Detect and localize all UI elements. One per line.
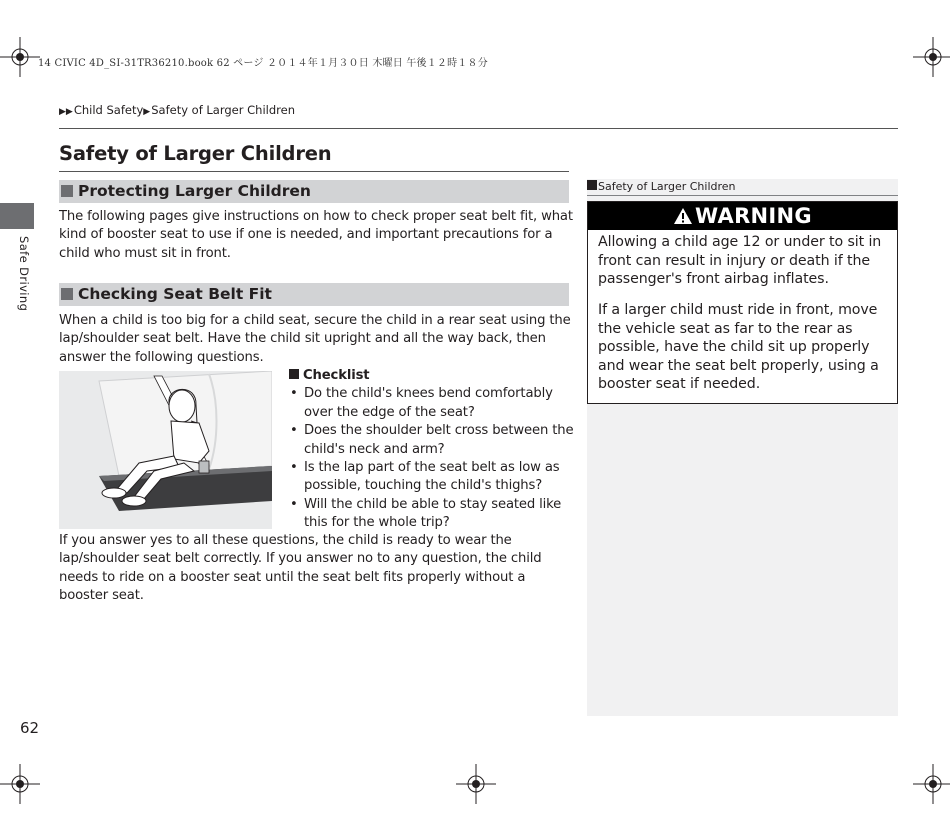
- breadcrumb-item-current: Safety of Larger Children: [151, 103, 295, 117]
- crosshair-registration-icon: [913, 764, 950, 804]
- list-item: • Do the child's knees bend comfortably over the edge of the seat?: [289, 385, 574, 422]
- chapter-tab-label: Safe Driving: [17, 236, 31, 312]
- square-bullet-icon: [61, 185, 73, 197]
- registration-mark-bottom-left: [0, 764, 40, 804]
- header-divider: [59, 128, 898, 129]
- square-bullet-icon: [289, 369, 299, 379]
- sidebar-note-title: Safety of Larger Children: [598, 180, 736, 193]
- registration-mark-top-right: [913, 37, 950, 77]
- title-divider: [59, 171, 569, 172]
- page-title: Safety of Larger Children: [59, 142, 332, 165]
- registration-mark-top-left: [0, 37, 40, 77]
- section-heading-protecting: [59, 180, 569, 203]
- crosshair-registration-icon: [456, 764, 496, 804]
- square-bullet-icon: [61, 288, 73, 300]
- list-item: • Does the shoulder belt cross between the child's neck and arm?: [289, 422, 574, 459]
- crosshair-registration-icon: [0, 764, 40, 804]
- warning-banner: [588, 202, 897, 230]
- warning-paragraph-1: Allowing a child age 12 or under to sit in front can result in injury or death if the passenger's front airbag inflates.: [598, 234, 882, 288]
- checklist-items: [289, 385, 574, 532]
- sidebar-note-heading: [587, 179, 898, 195]
- list-item: • Is the lap part of the seat belt as low as possible, touching the child's thighs?: [289, 459, 574, 496]
- child-seat-belt-illustration: [59, 371, 272, 529]
- chapter-tab-marker: [0, 203, 34, 229]
- seat-belt-fit-intro: When a child is too big for a child seat, secure the child in a rear seat using the lap/shoulder seat belt. Have the child sit upright and all the way back, then answer the following questions.: [59, 313, 571, 365]
- checklist-heading: [289, 367, 574, 385]
- page-number: 62: [20, 719, 40, 737]
- crosshair-registration-icon: [0, 37, 40, 77]
- triangle-right-icon: ▶▶: [59, 107, 73, 117]
- breadcrumb-item-child-safety[interactable]: Child Safety: [73, 103, 144, 117]
- section-heading-text: Checking Seat Belt Fit: [78, 285, 272, 303]
- sidebar-note-divider: [587, 195, 898, 196]
- note-reference-icon: [587, 180, 597, 190]
- warning-paragraph-2: If a larger child must ride in front, move the vehicle seat as far to the rear as possible, have the child sit up properly and wear the seat belt properly, using a booster seat if needed.: [598, 302, 879, 393]
- checklist-conclusion: If you answer yes to all these questions, the child is ready to wear the lap/shoulder seat belt correctly. If you answer no to any question, the child needs to ride on a booster seat until the seat belt fits properly without a booster seat.: [59, 533, 542, 604]
- warning-label: WARNING: [695, 204, 812, 228]
- checklist: [289, 367, 574, 533]
- warning-triangle-icon: [673, 207, 693, 225]
- section-heading-text: Protecting Larger Children: [78, 182, 311, 200]
- registration-mark-bottom-center: [456, 764, 496, 804]
- checklist-title: Checklist: [303, 368, 370, 383]
- protecting-paragraph: The following pages give instructions on how to check proper seat belt fit, what kind of booster seat to use if one is needed, and important precautions for a child who must sit in front.: [59, 209, 573, 261]
- print-header: 14 CIVIC 4D_SI-31TR36210.book 62 ページ ２０１４年１月３０日 木曜日 午後１２時１８分: [38, 58, 488, 69]
- registration-mark-bottom-right: [913, 764, 950, 804]
- triangle-right-icon: ▶: [143, 107, 151, 117]
- breadcrumb: [59, 103, 295, 117]
- list-item: • Will the child be able to stay seated like this for the whole trip?: [289, 496, 574, 533]
- section-heading-seat-belt-fit: [59, 283, 569, 306]
- crosshair-registration-icon: [913, 37, 950, 77]
